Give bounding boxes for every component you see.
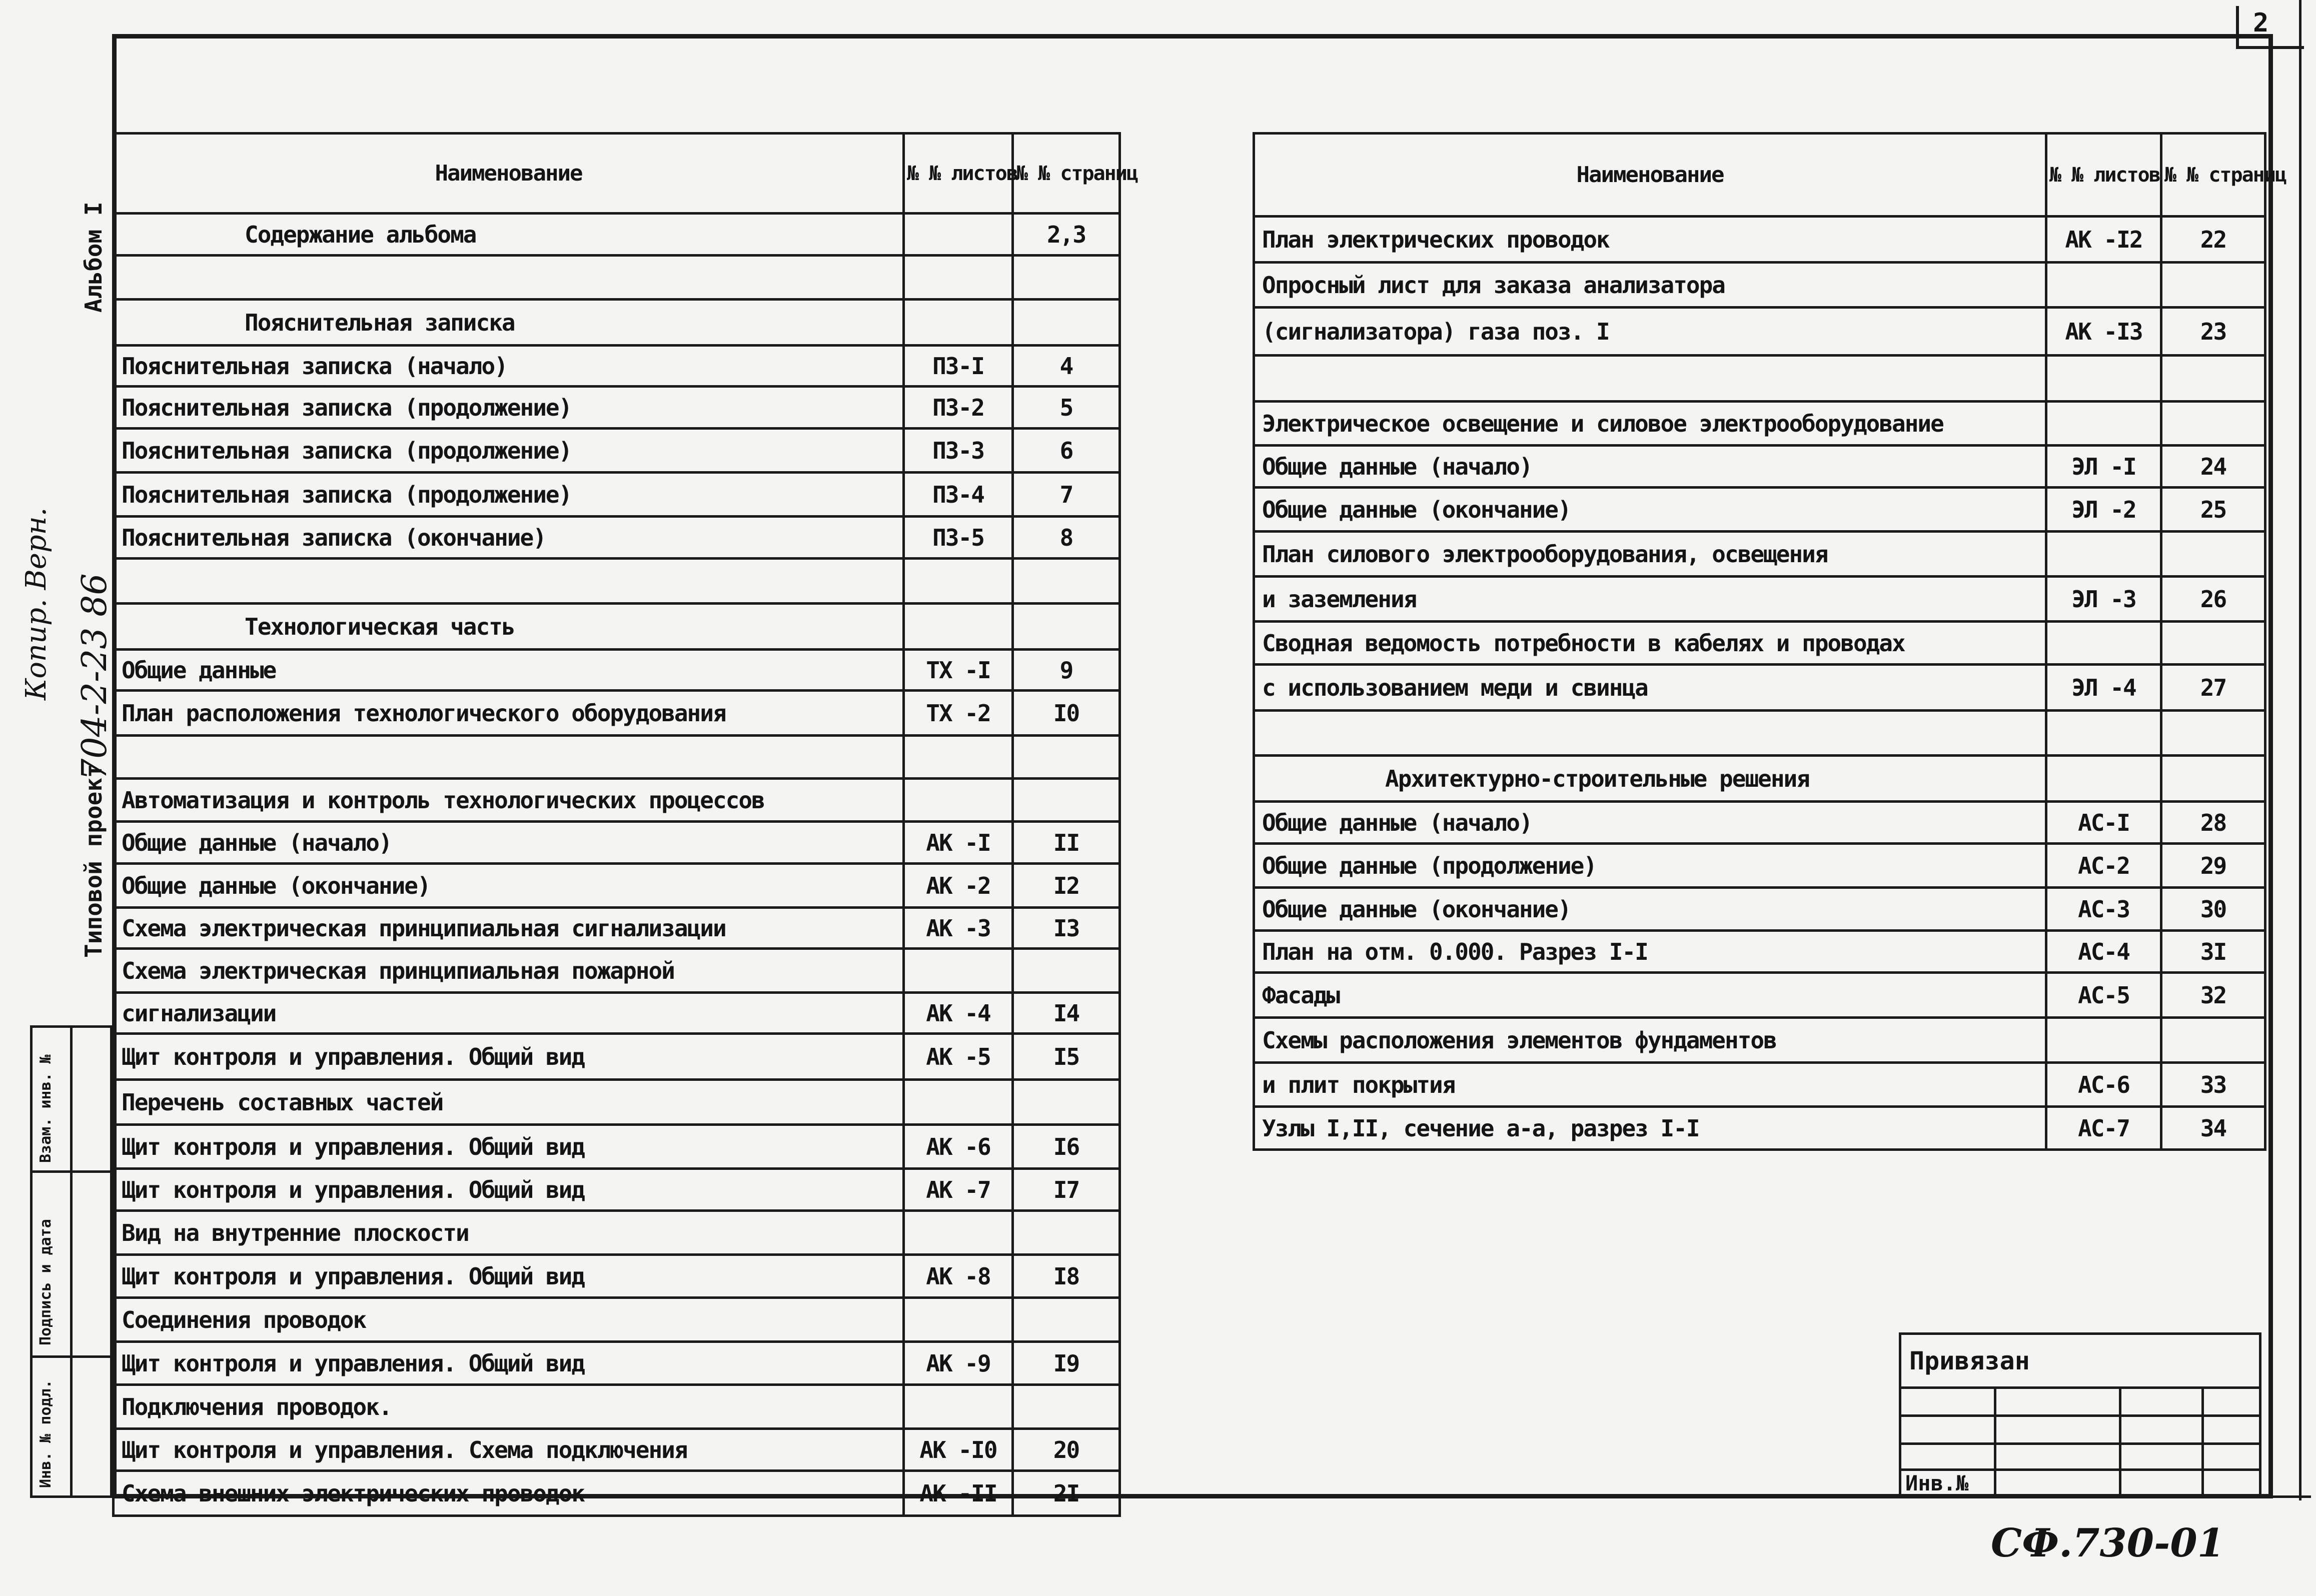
- row-page: [1013, 1211, 1120, 1255]
- row-name: Щит контроля и управления. Схема подключения: [114, 1429, 904, 1471]
- row-page: 2I: [1013, 1471, 1120, 1516]
- row-page: I7: [1013, 1169, 1120, 1211]
- table-row: [114, 779, 1120, 822]
- table-row: [114, 949, 1120, 993]
- row-page: [1013, 736, 1120, 779]
- row-name: Щит контроля и управления. Общий вид: [114, 1169, 904, 1211]
- row-page: 3I: [2161, 931, 2265, 973]
- row-sheet: АС-6: [2046, 1063, 2161, 1107]
- row-name: Пояснительная записка (окончание): [114, 517, 904, 559]
- row-name: и плит покрытия: [1254, 1063, 2046, 1107]
- sheet-number-box: [2236, 6, 2304, 49]
- row-page: [1013, 256, 1120, 300]
- row-page: 22: [2161, 217, 2265, 263]
- row-page: 4: [1013, 346, 1120, 387]
- row-sheet: [2046, 711, 2161, 756]
- table-row: [1254, 263, 2265, 308]
- table-row: [114, 214, 1120, 256]
- row-page: [2161, 711, 2265, 756]
- row-sheet: АК -I2: [2046, 217, 2161, 263]
- header-sheets: № № листов: [2046, 134, 2161, 217]
- row-name: с использованием меди и свинца: [1254, 665, 2046, 711]
- table-row: [114, 517, 1120, 559]
- row-page: [1013, 949, 1120, 993]
- row-page: [2161, 402, 2265, 446]
- row-sheet: [904, 300, 1013, 346]
- row-name: План силового электрооборудования, освещения: [1254, 532, 2046, 577]
- row-page: 6: [1013, 429, 1120, 473]
- row-sheet: ПЗ-5: [904, 517, 1013, 559]
- row-sheet: АК -I0: [904, 1429, 1013, 1471]
- row-sheet: [2046, 532, 2161, 577]
- row-page: 33: [2161, 1063, 2265, 1107]
- row-sheet: [2046, 402, 2161, 446]
- row-sheet: [904, 256, 1013, 300]
- table-row: [114, 473, 1120, 517]
- header-pages: № № страниц: [2161, 134, 2265, 217]
- row-sheet: ПЗ-I: [904, 346, 1013, 387]
- table-row: [114, 1342, 1120, 1385]
- table-row: [1254, 622, 2265, 665]
- table-row: [1254, 802, 2265, 844]
- row-page: 2,3: [1013, 214, 1120, 256]
- table-row: [114, 1125, 1120, 1169]
- table-row: [114, 1034, 1120, 1080]
- table-row: [1254, 1063, 2265, 1107]
- table-row: [114, 429, 1120, 473]
- row-page: 5: [1013, 387, 1120, 429]
- table-row: [1254, 931, 2265, 973]
- row-page: I3: [1013, 908, 1120, 949]
- row-page: 23: [2161, 308, 2265, 356]
- row-sheet: ПЗ-2: [904, 387, 1013, 429]
- left-index-table: [112, 132, 1137, 1517]
- table-row: [1254, 308, 2265, 356]
- row-page: 29: [2161, 844, 2265, 888]
- right-header-row: [1254, 134, 2265, 217]
- row-name: Фасады: [1254, 973, 2046, 1018]
- table-row: [1254, 756, 2265, 802]
- row-sheet: [904, 779, 1013, 822]
- frame-outer-right: [2299, 0, 2301, 1500]
- row-name: Общие данные (окончание): [114, 864, 904, 908]
- row-name: сигнализации: [114, 993, 904, 1034]
- row-name: Схема электрическая принципиальная сигнализации: [114, 908, 904, 949]
- table-row: [114, 1429, 1120, 1471]
- table-row: [1254, 577, 2265, 622]
- table-row: [1254, 217, 2265, 263]
- row-page: [1013, 1385, 1120, 1429]
- row-name: План электрических проводок: [1254, 217, 2046, 263]
- table-row: [1254, 665, 2265, 711]
- table-row: [114, 691, 1120, 736]
- row-page: [2161, 356, 2265, 402]
- row-name: План расположения технологического оборудования: [114, 691, 904, 736]
- row-name: Автоматизация и контроль технологических процессов: [114, 779, 904, 822]
- row-page: [1013, 779, 1120, 822]
- table-row: [1254, 973, 2265, 1018]
- row-page: 25: [2161, 488, 2265, 532]
- row-sheet: АК -5: [904, 1034, 1013, 1080]
- row-sheet: [904, 604, 1013, 650]
- podpis-data-label: Подпись и дата: [37, 1219, 55, 1345]
- header-sheets: № № листов: [904, 134, 1013, 214]
- row-name: Общие данные (продолжение): [1254, 844, 2046, 888]
- row-page: I2: [1013, 864, 1120, 908]
- row-page: I0: [1013, 691, 1120, 736]
- row-sheet: ТХ -2: [904, 691, 1013, 736]
- table-row: [1254, 888, 2265, 931]
- row-name: и заземления: [1254, 577, 2046, 622]
- row-name: Содержание альбома: [114, 214, 904, 256]
- row-sheet: АС-2: [2046, 844, 2161, 888]
- row-sheet: АК -2: [904, 864, 1013, 908]
- table-row: [1254, 488, 2265, 532]
- row-page: I9: [1013, 1342, 1120, 1385]
- table-row: [1254, 446, 2265, 488]
- row-name: Общие данные (начало): [1254, 802, 2046, 844]
- left-header-row: [114, 134, 1120, 214]
- stamp-title: Привязан: [1900, 1334, 2260, 1388]
- row-name: Пояснительная записка (продолжение): [114, 429, 904, 473]
- table-row: [114, 1255, 1120, 1298]
- row-sheet: [904, 559, 1013, 604]
- table-row: [114, 864, 1120, 908]
- row-name: Схемы расположения элементов фундаментов: [1254, 1018, 2046, 1063]
- table-row: [1254, 1018, 2265, 1063]
- row-sheet: АС-3: [2046, 888, 2161, 931]
- table-row: [1254, 711, 2265, 756]
- row-sheet: АК -II: [904, 1471, 1013, 1516]
- row-sheet: АС-7: [2046, 1107, 2161, 1150]
- row-name: Общие данные (начало): [114, 822, 904, 864]
- row-page: I5: [1013, 1034, 1120, 1080]
- row-sheet: [904, 214, 1013, 256]
- row-name: Вид на внутренние плоскости: [114, 1211, 904, 1255]
- row-sheet: [904, 1080, 1013, 1125]
- row-sheet: [2046, 356, 2161, 402]
- row-name: Технологическая часть: [114, 604, 904, 650]
- row-page: I4: [1013, 993, 1120, 1034]
- table-row: [114, 1080, 1120, 1125]
- table-row: [114, 1298, 1120, 1342]
- row-page: 34: [2161, 1107, 2265, 1150]
- table-row: [1254, 844, 2265, 888]
- row-page: [2161, 756, 2265, 802]
- row-sheet: ТХ -I: [904, 650, 1013, 691]
- row-sheet: ЭЛ -3: [2046, 577, 2161, 622]
- header-pages: № № страниц: [1013, 134, 1120, 214]
- row-name: Архитектурно-строительные решения: [1254, 756, 2046, 802]
- row-name: Пояснительная записка (продолжение): [114, 387, 904, 429]
- row-page: 27: [2161, 665, 2265, 711]
- row-name: Щит контроля и управления. Общий вид: [114, 1342, 904, 1385]
- row-sheet: ЭЛ -2: [2046, 488, 2161, 532]
- album-label: Альбом I: [80, 202, 107, 313]
- table-row: [1254, 532, 2265, 577]
- row-sheet: [2046, 263, 2161, 308]
- row-name: Электрическое освещение и силовое электрооборудование: [1254, 402, 2046, 446]
- header-name: Наименование: [1254, 134, 2046, 217]
- row-sheet: АК -9: [904, 1342, 1013, 1385]
- row-name: Схема внешних электрических проводок: [114, 1471, 904, 1516]
- row-sheet: [2046, 756, 2161, 802]
- row-sheet: [2046, 622, 2161, 665]
- row-sheet: [904, 736, 1013, 779]
- row-sheet: [904, 1385, 1013, 1429]
- row-page: 8: [1013, 517, 1120, 559]
- table-row: [114, 387, 1120, 429]
- table-row: [114, 908, 1120, 949]
- row-name: Пояснительная записка (начало): [114, 346, 904, 387]
- row-name: Узлы I,II, сечение а-а, разрез I-I: [1254, 1107, 2046, 1150]
- row-page: [1013, 1298, 1120, 1342]
- row-sheet: АС-5: [2046, 973, 2161, 1018]
- row-page: II: [1013, 822, 1120, 864]
- row-sheet: ЭЛ -I: [2046, 446, 2161, 488]
- binding-stamp: [1899, 1332, 2261, 1498]
- table-row: [114, 993, 1120, 1034]
- row-name: (сигнализатора) газа поз. I: [1254, 308, 2046, 356]
- row-sheet: АК -6: [904, 1125, 1013, 1169]
- row-sheet: АК -I3: [2046, 308, 2161, 356]
- table-row: [114, 1169, 1120, 1211]
- row-sheet: [904, 1298, 1013, 1342]
- project-label: Типовой проект: [80, 764, 107, 958]
- row-sheet: [904, 1211, 1013, 1255]
- row-page: I6: [1013, 1125, 1120, 1169]
- row-name: План на отм. 0.000. Разрез I-I: [1254, 931, 2046, 973]
- row-page: [1013, 559, 1120, 604]
- table-row: [1254, 402, 2265, 446]
- row-name: Пояснительная записка: [114, 300, 904, 346]
- table-row: [114, 346, 1120, 387]
- row-sheet: АС-4: [2046, 931, 2161, 973]
- table-row: [114, 1211, 1120, 1255]
- row-page: 9: [1013, 650, 1120, 691]
- row-sheet: [2046, 1018, 2161, 1063]
- row-name: Соединения проводок: [114, 1298, 904, 1342]
- stamp-inv-label: Инв.№: [1900, 1470, 1995, 1497]
- row-name: Подключения проводок.: [114, 1385, 904, 1429]
- row-name: [1254, 711, 2046, 756]
- right-index-table: [1253, 132, 2286, 1151]
- row-page: [2161, 1018, 2265, 1063]
- row-sheet: ПЗ-4: [904, 473, 1013, 517]
- table-row: [114, 559, 1120, 604]
- table-row: [114, 1385, 1120, 1429]
- row-sheet: ПЗ-3: [904, 429, 1013, 473]
- table-row: [1254, 356, 2265, 402]
- row-sheet: ЭЛ -4: [2046, 665, 2161, 711]
- row-sheet: [904, 949, 1013, 993]
- table-row: [114, 604, 1120, 650]
- table-row: [114, 300, 1120, 346]
- row-name: [114, 736, 904, 779]
- row-page: 7: [1013, 473, 1120, 517]
- sheet-number: 2: [2253, 8, 2269, 38]
- row-page: 20: [1013, 1429, 1120, 1471]
- row-page: [1013, 1080, 1120, 1125]
- inv-podl-label: Инв. № подл.: [37, 1379, 55, 1488]
- table-row: [114, 650, 1120, 691]
- row-sheet: АК -4: [904, 993, 1013, 1034]
- row-page: [2161, 622, 2265, 665]
- row-page: I8: [1013, 1255, 1120, 1298]
- row-page: 28: [2161, 802, 2265, 844]
- row-sheet: АК -I: [904, 822, 1013, 864]
- row-sheet: АС-I: [2046, 802, 2161, 844]
- row-name: Схема электрическая принципиальная пожарной: [114, 949, 904, 993]
- row-name: Общие данные (окончание): [1254, 488, 2046, 532]
- row-name: Щит контроля и управления. Общий вид: [114, 1255, 904, 1298]
- row-page: [1013, 604, 1120, 650]
- row-page: 30: [2161, 888, 2265, 931]
- row-sheet: АК -7: [904, 1169, 1013, 1211]
- doc-code: СФ.730-01: [1991, 1520, 2224, 1566]
- row-page: 32: [2161, 973, 2265, 1018]
- header-name: Наименование: [114, 134, 904, 214]
- row-sheet: АК -8: [904, 1255, 1013, 1298]
- row-name: [114, 559, 904, 604]
- row-name: Общие данные (окончание): [1254, 888, 2046, 931]
- row-page: 26: [2161, 577, 2265, 622]
- vzam-inv-label: Взам. инв. №: [37, 1054, 55, 1163]
- handwritten-code: 704-2-23 86: [75, 573, 115, 780]
- row-sheet: АК -3: [904, 908, 1013, 949]
- row-page: 24: [2161, 446, 2265, 488]
- row-name: [1254, 356, 2046, 402]
- row-name: Щит контроля и управления. Общий вид: [114, 1125, 904, 1169]
- table-row: [1254, 1107, 2265, 1150]
- table-row: [114, 256, 1120, 300]
- row-page: [2161, 532, 2265, 577]
- row-name: Щит контроля и управления. Общий вид: [114, 1034, 904, 1080]
- row-name: [114, 256, 904, 300]
- row-name: Общие данные (начало): [1254, 446, 2046, 488]
- handwritten-note: Копир. Верн.: [20, 507, 53, 700]
- table-row: [114, 822, 1120, 864]
- row-page: [2161, 263, 2265, 308]
- row-name: Перечень составных частей: [114, 1080, 904, 1125]
- row-name: Пояснительная записка (продолжение): [114, 473, 904, 517]
- row-name: Опросный лист для заказа анализатора: [1254, 263, 2046, 308]
- row-name: Общие данные: [114, 650, 904, 691]
- row-page: [1013, 300, 1120, 346]
- table-row: [114, 1471, 1120, 1516]
- row-name: Сводная ведомость потребности в кабелях и проводах: [1254, 622, 2046, 665]
- table-row: [114, 736, 1120, 779]
